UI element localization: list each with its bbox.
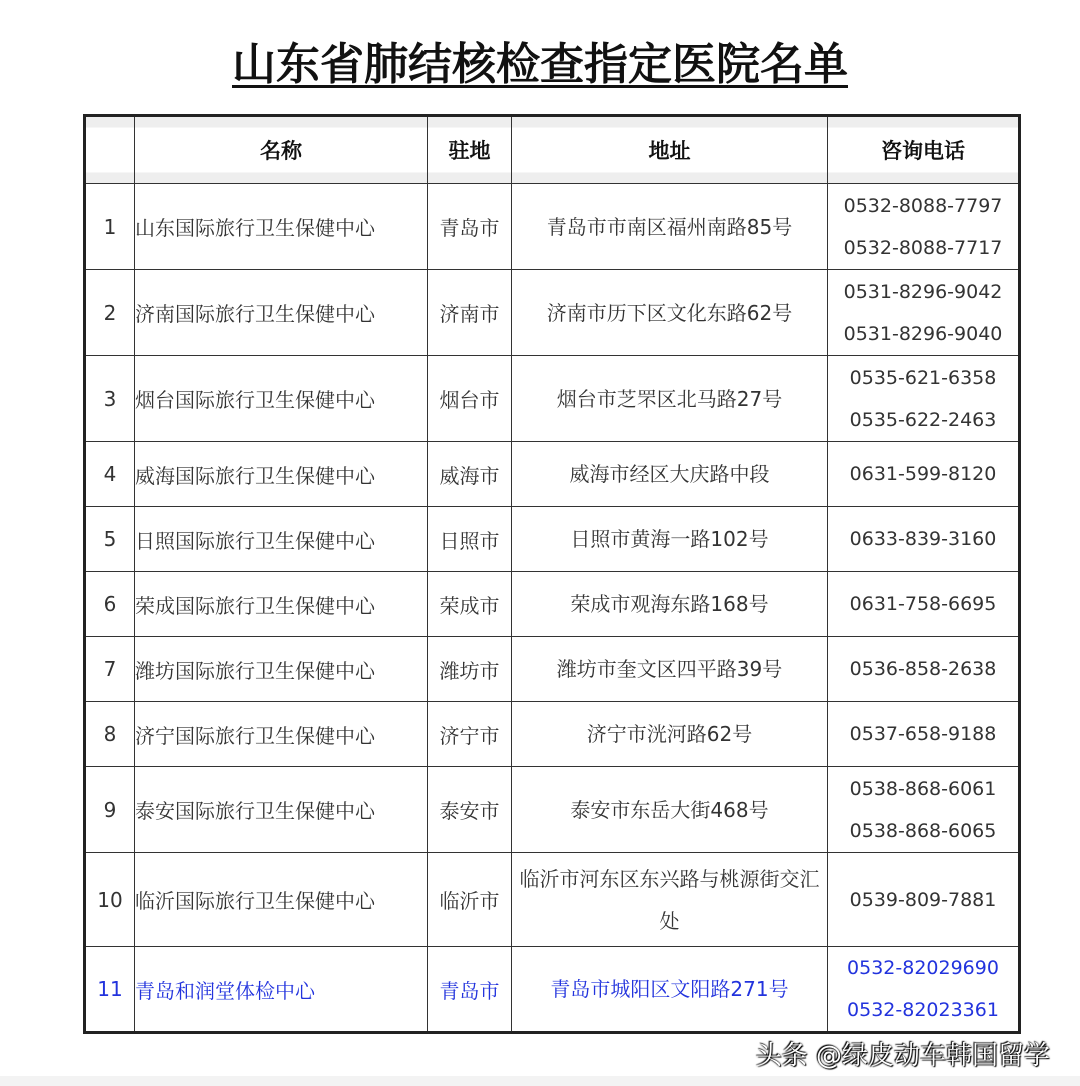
phone-number: 0633-839-3160 <box>849 528 997 550</box>
header-address: 地址 <box>512 116 828 184</box>
phone-cell <box>828 356 1020 442</box>
row-number: 6 <box>85 572 135 637</box>
address: 临沂市河东区东兴路与桃源街交汇处 <box>512 853 828 947</box>
table-row <box>85 637 1020 702</box>
row-number: 2 <box>85 270 135 356</box>
header-city: 驻地 <box>428 116 512 184</box>
header-name: 名称 <box>135 116 428 184</box>
phone-number: 0539-809-7881 <box>849 888 997 911</box>
row-number: 3 <box>85 356 135 442</box>
city: 威海市 <box>428 442 512 507</box>
row-number: 11 <box>85 947 135 1033</box>
city: 青岛市 <box>428 947 512 1033</box>
table-row <box>85 702 1020 767</box>
city: 泰安市 <box>428 767 512 853</box>
phone-cell <box>828 270 1020 356</box>
hospital-name: 济南国际旅行卫生保健中心 <box>135 270 428 356</box>
phone-number: 0535-621-6358 <box>849 366 997 389</box>
phone-number: 0536-858-2638 <box>849 658 997 680</box>
city: 临沂市 <box>428 853 512 947</box>
phone-number: 0532-82023361 <box>847 999 999 1021</box>
row-number: 5 <box>85 507 135 572</box>
hospital-name: 山东国际旅行卫生保健中心 <box>135 184 428 270</box>
address: 济南市历下区文化东路62号 <box>512 270 828 356</box>
phone-cell <box>828 637 1020 702</box>
phone-number: 0532-82029690 <box>847 957 999 979</box>
watermark: 头条 @绿皮动车韩国留学 <box>755 1041 1050 1071</box>
hospital-name: 荣成国际旅行卫生保健中心 <box>135 572 428 637</box>
city: 日照市 <box>428 507 512 572</box>
phone-number: 0532-8088-7797 <box>843 194 1003 217</box>
phone-cell <box>828 702 1020 767</box>
phone-number: 0535-622-2463 <box>849 408 997 431</box>
address: 潍坊市奎文区四平路39号 <box>512 637 828 702</box>
table-row <box>85 947 1020 1033</box>
address: 济宁市洸河路62号 <box>512 702 828 767</box>
phone-cell <box>828 767 1020 853</box>
table-row <box>85 270 1020 356</box>
hospital-name: 潍坊国际旅行卫生保健中心 <box>135 637 428 702</box>
hospital-name: 威海国际旅行卫生保健中心 <box>135 442 428 507</box>
address: 荣成市观海东路168号 <box>512 572 828 637</box>
hospital-name: 日照国际旅行卫生保健中心 <box>135 507 428 572</box>
hospital-name: 济宁国际旅行卫生保健中心 <box>135 702 428 767</box>
address: 威海市经区大庆路中段 <box>512 442 828 507</box>
row-number: 4 <box>85 442 135 507</box>
phone-number: 0631-758-6695 <box>849 593 997 615</box>
hospital-table <box>83 114 1021 1034</box>
address: 烟台市芝罘区北马路27号 <box>512 356 828 442</box>
table-row <box>85 853 1020 947</box>
address: 日照市黄海一路102号 <box>512 507 828 572</box>
phone-number: 0531-8296-9040 <box>843 322 1003 345</box>
table-row <box>85 507 1020 572</box>
phone-number: 0631-599-8120 <box>849 463 997 485</box>
city: 烟台市 <box>428 356 512 442</box>
city: 潍坊市 <box>428 637 512 702</box>
header-no <box>85 116 135 184</box>
phone-cell <box>828 853 1020 947</box>
phone-cell <box>828 947 1020 1033</box>
phone-number: 0538-868-6065 <box>849 819 997 842</box>
hospital-name: 青岛和润堂体检中心 <box>135 947 428 1033</box>
table-row <box>85 356 1020 442</box>
hospital-name: 烟台国际旅行卫生保健中心 <box>135 356 428 442</box>
phone-cell <box>828 442 1020 507</box>
row-number: 10 <box>85 853 135 947</box>
phone-number: 0538-868-6061 <box>849 777 997 800</box>
bottom-bar <box>0 1076 1080 1086</box>
page-title: 山东省肺结核检查指定医院名单 <box>232 39 848 90</box>
address: 青岛市城阳区文阳路271号 <box>512 947 828 1033</box>
phone-cell <box>828 184 1020 270</box>
table-row <box>85 184 1020 270</box>
city: 济南市 <box>428 270 512 356</box>
table-row <box>85 572 1020 637</box>
row-number: 7 <box>85 637 135 702</box>
address: 泰安市东岳大街468号 <box>512 767 828 853</box>
table-row <box>85 767 1020 853</box>
table-row <box>85 442 1020 507</box>
phone-number: 0532-8088-7717 <box>843 236 1003 259</box>
phone-cell <box>828 572 1020 637</box>
phone-number: 0537-658-9188 <box>849 723 997 745</box>
row-number: 9 <box>85 767 135 853</box>
city: 荣成市 <box>428 572 512 637</box>
phone-cell <box>828 507 1020 572</box>
phone-number: 0531-8296-9042 <box>843 280 1003 303</box>
header-phone: 咨询电话 <box>828 116 1020 184</box>
hospital-name: 泰安国际旅行卫生保健中心 <box>135 767 428 853</box>
city: 济宁市 <box>428 702 512 767</box>
header-row <box>85 116 1020 184</box>
hospital-name: 临沂国际旅行卫生保健中心 <box>135 853 428 947</box>
city: 青岛市 <box>428 184 512 270</box>
address: 青岛市市南区福州南路85号 <box>512 184 828 270</box>
row-number: 1 <box>85 184 135 270</box>
row-number: 8 <box>85 702 135 767</box>
